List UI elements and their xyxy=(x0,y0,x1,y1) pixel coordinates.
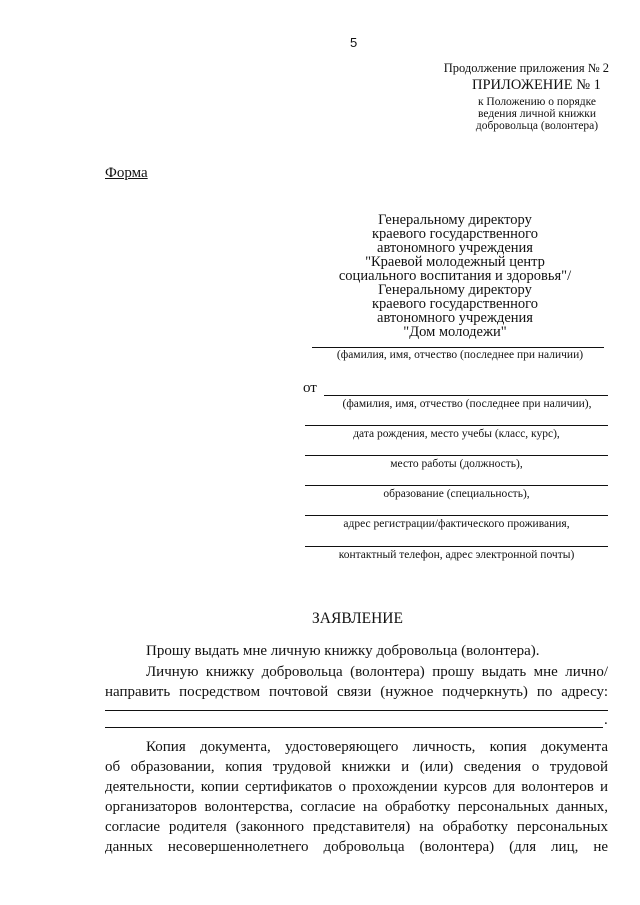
applicant-name-line[interactable] xyxy=(324,395,608,396)
attachments-line: об образовании, копия трудовой книжки и (или) сведения о трудовой xyxy=(105,759,608,775)
delivery-line-1: Личную книжку добровольца (волонтера) прошу выдать мне лично/ xyxy=(146,664,608,680)
appendix-line: к Положению о порядке xyxy=(477,96,597,108)
statement-title: ЗАЯВЛЕНИЕ xyxy=(312,610,403,627)
attachments-line: согласие родителя (законного представителя) на обработку персональных xyxy=(105,819,608,835)
education-line[interactable] xyxy=(305,485,608,486)
addressee-line: автономного учреждения xyxy=(377,240,533,256)
work-caption: место работы (должность), xyxy=(390,458,523,470)
applicant-name-caption: (фамилия, имя, отчество (последнее при наличии), xyxy=(342,398,592,410)
attachments-line: данных несовершеннолетнего добровольца (волонтера) (для лиц, не xyxy=(105,839,608,855)
addressee-line: "Дом молодежи" xyxy=(403,324,507,340)
from-label: от xyxy=(303,380,317,396)
appendix-reference xyxy=(466,96,608,132)
addressee-line: "Краевой молодежный центр xyxy=(365,254,545,270)
addressee-line: социального воспитания и здоровья"/ xyxy=(338,268,572,284)
addressee-line: Генеральному директору xyxy=(378,282,532,298)
delivery-end-period: . xyxy=(604,712,608,728)
work-line[interactable] xyxy=(305,455,608,456)
address-line[interactable] xyxy=(305,515,608,516)
appendix-line: добровольца (волонтера) xyxy=(475,120,599,132)
addressee-line: Генеральному директору xyxy=(378,212,532,228)
continuation-note: Продолжение приложения № 2 xyxy=(443,61,609,75)
attachments-line: организаторов волонтерства, согласие на обработку персональных данных, xyxy=(105,799,608,815)
delivery-address-line-2[interactable] xyxy=(105,727,603,728)
form-label: Форма xyxy=(105,165,148,181)
addressee-block xyxy=(290,213,620,339)
attachments-line: Копия документа, удостоверяющего личность, копия документа xyxy=(146,739,608,755)
director-name-line[interactable] xyxy=(312,347,604,348)
birth-study-line[interactable] xyxy=(305,425,608,426)
contact-caption: контактный телефон, адрес электронной почты) xyxy=(338,549,575,561)
address-caption: адрес регистрации/фактического проживания, xyxy=(343,518,570,530)
appendix-title: ПРИЛОЖЕНИЕ № 1 xyxy=(472,77,601,93)
delivery-line-2: направить посредством почтовой связи (нужное подчеркнуть) по адресу: xyxy=(105,684,608,700)
director-name-caption: (фамилия, имя, отчество (последнее при наличии) xyxy=(336,349,584,361)
page-number: 5 xyxy=(350,35,358,50)
delivery-address-line-1[interactable] xyxy=(105,710,608,711)
addressee-line: автономного учреждения xyxy=(377,310,533,326)
birth-study-caption: дата рождения, место учебы (класс, курс), xyxy=(353,428,560,440)
request-text: Прошу выдать мне личную книжку добровольца (волонтера). xyxy=(146,643,540,659)
addressee-line: краевого государственного xyxy=(371,226,539,242)
attachments-line: деятельности, копии сертификатов о прохождении курсов для волонтеров и xyxy=(105,779,608,795)
contact-line[interactable] xyxy=(305,546,608,547)
appendix-line: ведения личной книжки xyxy=(478,108,596,120)
addressee-line: краевого государственного xyxy=(371,296,539,312)
education-caption: образование (специальность), xyxy=(383,488,530,500)
